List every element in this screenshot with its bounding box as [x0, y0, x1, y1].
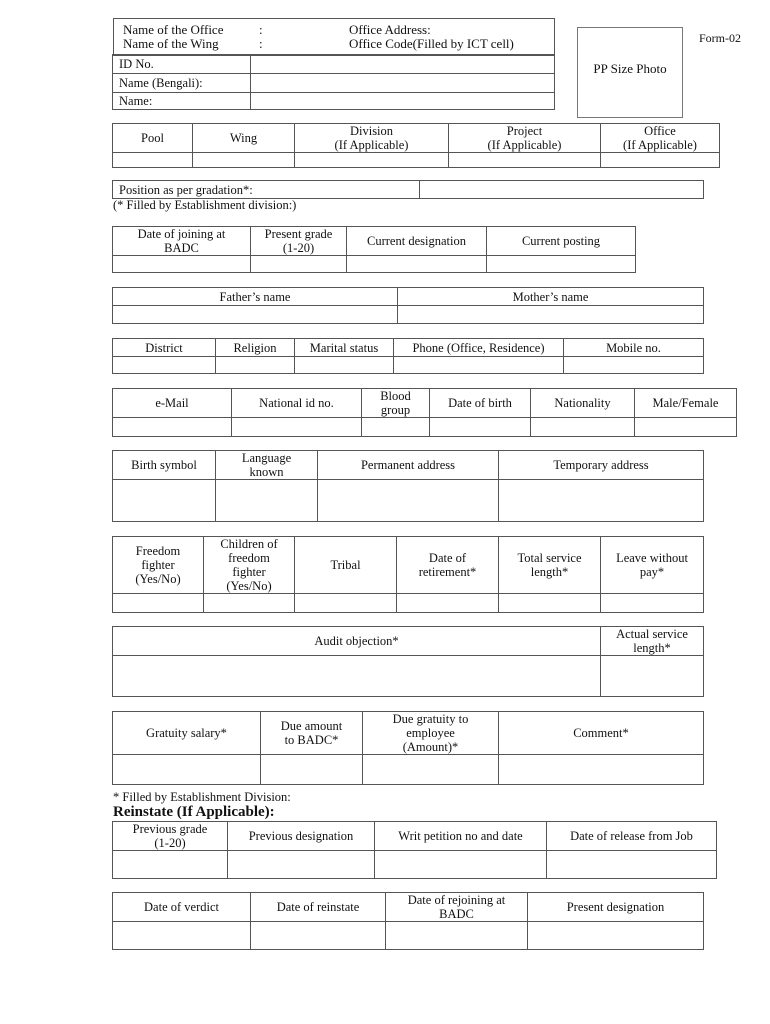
district-table	[112, 338, 704, 374]
id-no-label: ID No.	[113, 55, 251, 74]
audit-objection-header: Audit objection*	[113, 627, 601, 656]
release-date-header: Date of release from Job	[547, 822, 717, 851]
tribal-header: Tribal	[295, 537, 397, 594]
phone-header: Phone (Office, Residence)	[394, 339, 564, 357]
freedom-fighter-header: Freedom fighter (Yes/No)	[113, 537, 204, 594]
nid-header: National id no.	[232, 389, 362, 418]
present-designation-field[interactable]	[528, 922, 704, 950]
id-no-field[interactable]	[251, 55, 555, 74]
comment-header: Comment*	[499, 712, 704, 755]
writ-petition-field[interactable]	[375, 851, 547, 879]
name-field[interactable]	[251, 93, 555, 110]
permanent-address-field[interactable]	[318, 480, 499, 522]
position-table	[112, 180, 704, 199]
district-field[interactable]	[113, 357, 216, 374]
mother-name-header: Mother’s name	[398, 288, 704, 306]
reinstate-table-2	[112, 892, 704, 950]
blood-group-header: Blood group	[362, 389, 430, 418]
wing-field[interactable]	[193, 153, 295, 168]
birth-table	[112, 450, 704, 522]
birth-symbol-field[interactable]	[113, 480, 216, 522]
form-number: Form-02	[699, 31, 741, 45]
religion-header: Religion	[216, 339, 295, 357]
father-name-header: Father’s name	[113, 288, 398, 306]
pool-field[interactable]	[113, 153, 193, 168]
photo-box[interactable]	[577, 27, 683, 118]
gender-field[interactable]	[635, 418, 737, 437]
parents-table	[112, 287, 704, 324]
current-posting-header: Current posting	[487, 227, 636, 256]
nid-field[interactable]	[232, 418, 362, 437]
previous-designation-field[interactable]	[228, 851, 375, 879]
mobile-field[interactable]	[564, 357, 704, 374]
mother-name-field[interactable]	[398, 306, 704, 324]
children-freedom-fighter-field[interactable]	[204, 594, 295, 613]
due-amount-header: Due amount to BADC*	[261, 712, 363, 755]
birth-symbol-header: Birth symbol	[113, 451, 216, 480]
audit-table	[112, 626, 704, 697]
name-label: Name:	[113, 93, 251, 110]
tribal-field[interactable]	[295, 594, 397, 613]
verdict-date-field[interactable]	[113, 922, 251, 950]
photo-label: PP Size Photo	[593, 61, 667, 76]
office-address-label: Office Address:	[349, 22, 431, 37]
rejoining-date-header: Date of rejoining at BADC	[386, 893, 528, 922]
office-name-label: Name of the Office	[123, 22, 224, 37]
gratuity-table	[112, 711, 704, 785]
wing-name-label: Name of the Wing	[123, 36, 219, 51]
audit-objection-field[interactable]	[113, 656, 601, 697]
office-name-colon: :	[259, 22, 263, 37]
office-header: Office (If Applicable)	[601, 124, 720, 153]
reinstate-heading: Reinstate (If Applicable):	[113, 804, 275, 820]
current-designation-header: Current designation	[347, 227, 487, 256]
rejoining-date-field[interactable]	[386, 922, 528, 950]
temporary-address-header: Temporary address	[499, 451, 704, 480]
due-gratuity-header: Due gratuity to employee (Amount)*	[363, 712, 499, 755]
establishment-note: * Filled by Establishment Division:	[113, 790, 291, 804]
language-field[interactable]	[216, 480, 318, 522]
wing-header: Wing	[193, 124, 295, 153]
name-bengali-field[interactable]	[251, 74, 555, 93]
blood-group-field[interactable]	[362, 418, 430, 437]
dob-field[interactable]	[430, 418, 531, 437]
reinstate-date-header: Date of reinstate	[251, 893, 386, 922]
reinstate-table-1	[112, 821, 717, 879]
date-of-joining-field[interactable]	[113, 256, 251, 273]
org-table	[112, 123, 720, 168]
previous-designation-header: Previous designation	[228, 822, 375, 851]
gratuity-salary-header: Gratuity salary*	[113, 712, 261, 755]
dob-header: Date of birth	[430, 389, 531, 418]
current-designation-field[interactable]	[347, 256, 487, 273]
previous-grade-header: Previous grade (1-20)	[113, 822, 228, 851]
comment-field[interactable]	[499, 755, 704, 785]
date-of-joining-header: Date of joining at BADC	[113, 227, 251, 256]
previous-grade-field[interactable]	[113, 851, 228, 879]
permanent-address-header: Permanent address	[318, 451, 499, 480]
marital-status-header: Marital status	[295, 339, 394, 357]
reinstate-date-field[interactable]	[251, 922, 386, 950]
position-field[interactable]	[420, 181, 704, 199]
marital-status-field[interactable]	[295, 357, 394, 374]
phone-field[interactable]	[394, 357, 564, 374]
email-header: e-Mail	[113, 389, 232, 418]
email-field[interactable]	[113, 418, 232, 437]
leave-without-pay-header: Leave without pay*	[601, 537, 704, 594]
present-designation-header: Present designation	[528, 893, 704, 922]
name-bengali-label: Name (Bengali):	[113, 74, 251, 93]
division-field[interactable]	[295, 153, 449, 168]
office-header-box	[113, 18, 555, 56]
language-header: Language known	[216, 451, 318, 480]
freedom-table	[112, 536, 704, 613]
email-table	[112, 388, 737, 437]
due-gratuity-field[interactable]	[363, 755, 499, 785]
mobile-header: Mobile no.	[564, 339, 704, 357]
division-header: Division (If Applicable)	[295, 124, 449, 153]
total-service-field[interactable]	[499, 594, 601, 613]
writ-petition-header: Writ petition no and date	[375, 822, 547, 851]
position-note: (* Filled by Establishment division:)	[113, 198, 297, 212]
religion-field[interactable]	[216, 357, 295, 374]
retirement-header: Date of retirement*	[397, 537, 499, 594]
children-freedom-fighter-header: Children of freedom fighter (Yes/No)	[204, 537, 295, 594]
pool-header: Pool	[113, 124, 193, 153]
present-grade-field[interactable]	[251, 256, 347, 273]
total-service-header: Total service length*	[499, 537, 601, 594]
id-table	[112, 54, 555, 110]
current-posting-field[interactable]	[487, 256, 636, 273]
project-field[interactable]	[449, 153, 601, 168]
nationality-field[interactable]	[531, 418, 635, 437]
retirement-field[interactable]	[397, 594, 499, 613]
office-field[interactable]	[601, 153, 720, 168]
gender-header: Male/Female	[635, 389, 737, 418]
actual-service-field[interactable]	[601, 656, 704, 697]
office-code-label: Office Code(Filled by ICT cell)	[349, 36, 514, 51]
district-header: District	[113, 339, 216, 357]
position-label: Position as per gradation*:	[113, 181, 420, 199]
release-date-field[interactable]	[547, 851, 717, 879]
temporary-address-field[interactable]	[499, 480, 704, 522]
gratuity-salary-field[interactable]	[113, 755, 261, 785]
joining-table	[112, 226, 636, 273]
wing-name-colon: :	[259, 36, 263, 51]
due-amount-field[interactable]	[261, 755, 363, 785]
father-name-field[interactable]	[113, 306, 398, 324]
leave-without-pay-field[interactable]	[601, 594, 704, 613]
nationality-header: Nationality	[531, 389, 635, 418]
project-header: Project (If Applicable)	[449, 124, 601, 153]
present-grade-header: Present grade (1-20)	[251, 227, 347, 256]
freedom-fighter-field[interactable]	[113, 594, 204, 613]
actual-service-header: Actual service length*	[601, 627, 704, 656]
verdict-date-header: Date of verdict	[113, 893, 251, 922]
